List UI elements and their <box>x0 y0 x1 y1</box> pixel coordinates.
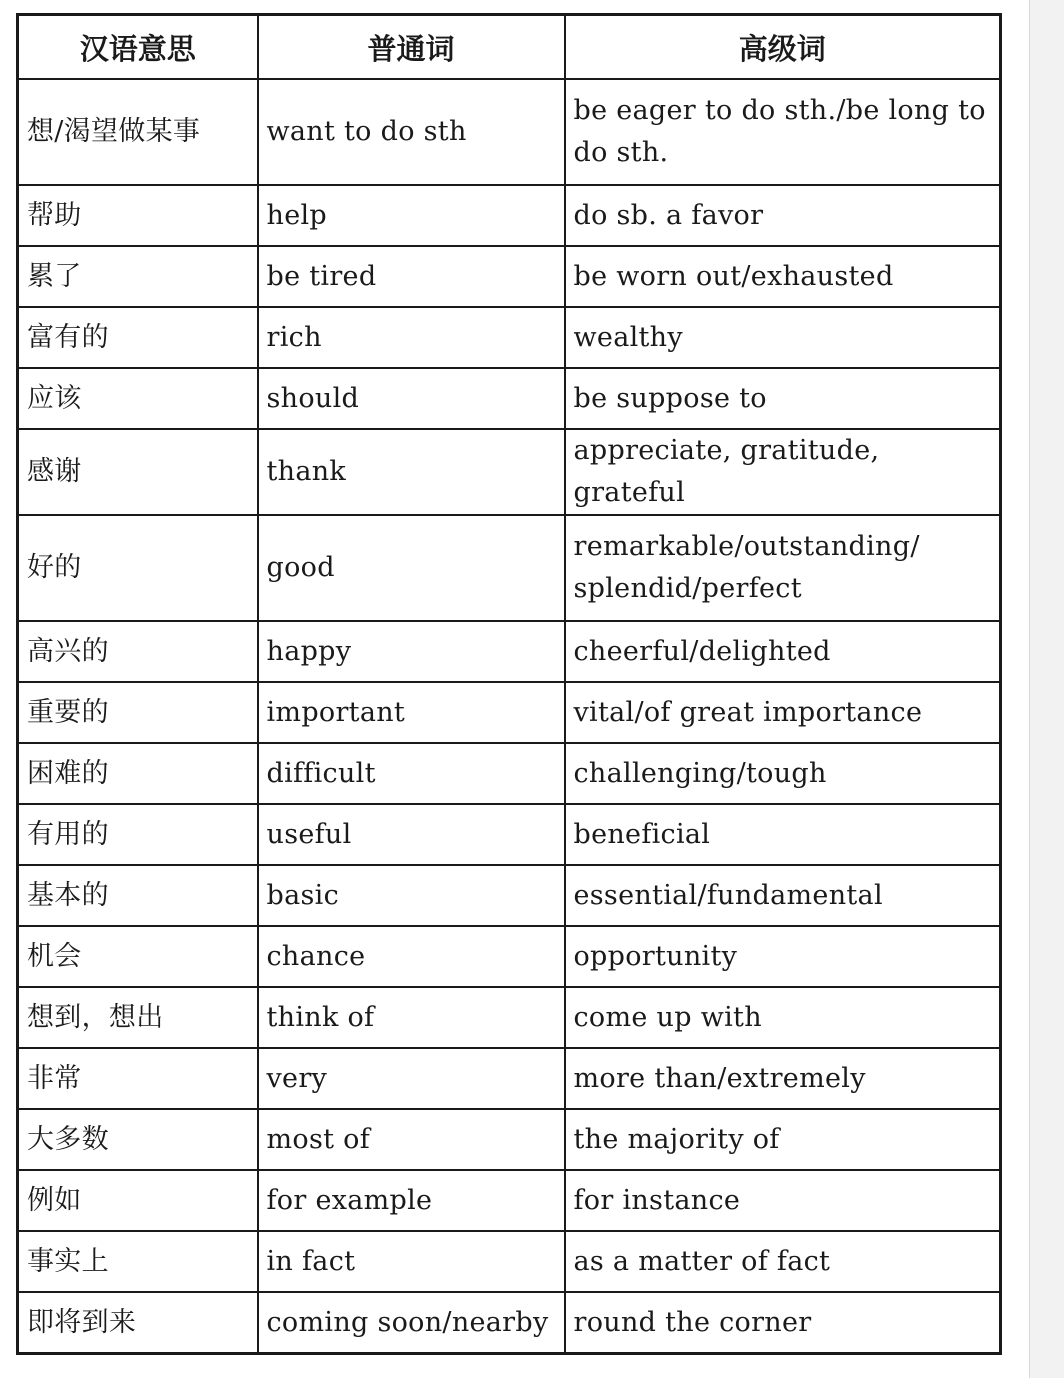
advanced-word-cell: remarkable/outstanding/ splendid/perfect <box>565 515 1001 621</box>
advanced-word-cell: as a matter of fact <box>565 1231 1001 1292</box>
table-row <box>18 865 1001 926</box>
page-edge <box>1029 0 1064 1378</box>
common-word-cell: rich <box>258 307 565 368</box>
table-row <box>18 1292 1001 1354</box>
header-common-word: 普通词 <box>258 15 565 80</box>
table-row <box>18 1109 1001 1170</box>
table-header <box>18 15 1001 80</box>
advanced-word-cell: more than/extremely <box>565 1048 1001 1109</box>
advanced-word-cell: round the corner <box>565 1292 1001 1354</box>
header-row <box>18 15 1001 80</box>
table-row <box>18 185 1001 246</box>
advanced-word-cell: opportunity <box>565 926 1001 987</box>
chinese-cell: 富有的 <box>18 307 258 368</box>
chinese-cell: 例如 <box>18 1170 258 1231</box>
advanced-word-cell: vital/of great importance <box>565 682 1001 743</box>
table-row <box>18 621 1001 682</box>
common-word-cell: basic <box>258 865 565 926</box>
chinese-cell: 感谢 <box>18 429 258 515</box>
advanced-word-cell: appreciate, gratitude, grateful <box>565 429 1001 515</box>
chinese-cell: 想/渴望做某事 <box>18 79 258 185</box>
advanced-word-cell: do sb. a favor <box>565 185 1001 246</box>
table-row <box>18 987 1001 1048</box>
common-word-cell: important <box>258 682 565 743</box>
common-word-cell: should <box>258 368 565 429</box>
chinese-cell: 好的 <box>18 515 258 621</box>
table-row <box>18 1170 1001 1231</box>
chinese-cell: 非常 <box>18 1048 258 1109</box>
advanced-word-cell: be worn out/exhausted <box>565 246 1001 307</box>
common-word-cell: be tired <box>258 246 565 307</box>
chinese-cell: 累了 <box>18 246 258 307</box>
common-word-cell: happy <box>258 621 565 682</box>
header-chinese-meaning: 汉语意思 <box>18 15 258 80</box>
table-row <box>18 1048 1001 1109</box>
header-advanced-word: 高级词 <box>565 15 1001 80</box>
table-row <box>18 804 1001 865</box>
common-word-cell: want to do sth <box>258 79 565 185</box>
advanced-word-cell: be eager to do sth./be long to do sth. <box>565 79 1001 185</box>
common-word-cell: difficult <box>258 743 565 804</box>
chinese-cell: 帮助 <box>18 185 258 246</box>
table-row <box>18 682 1001 743</box>
vocabulary-table <box>16 13 1002 1355</box>
table-row <box>18 307 1001 368</box>
chinese-cell: 机会 <box>18 926 258 987</box>
table-row <box>18 515 1001 621</box>
table-body <box>18 79 1001 1354</box>
common-word-cell: for example <box>258 1170 565 1231</box>
advanced-word-cell: essential/fundamental <box>565 865 1001 926</box>
common-word-cell: most of <box>258 1109 565 1170</box>
common-word-cell: think of <box>258 987 565 1048</box>
table-row <box>18 429 1001 515</box>
common-word-cell: chance <box>258 926 565 987</box>
advanced-word-cell: beneficial <box>565 804 1001 865</box>
table-row <box>18 743 1001 804</box>
chinese-cell: 大多数 <box>18 1109 258 1170</box>
common-word-cell: help <box>258 185 565 246</box>
common-word-cell: thank <box>258 429 565 515</box>
chinese-cell: 重要的 <box>18 682 258 743</box>
table-row <box>18 79 1001 185</box>
advanced-word-cell: the majority of <box>565 1109 1001 1170</box>
common-word-cell: good <box>258 515 565 621</box>
common-word-cell: very <box>258 1048 565 1109</box>
chinese-cell: 困难的 <box>18 743 258 804</box>
table-row <box>18 246 1001 307</box>
common-word-cell: coming soon/nearby <box>258 1292 565 1354</box>
advanced-word-cell: wealthy <box>565 307 1001 368</box>
chinese-cell: 基本的 <box>18 865 258 926</box>
advanced-word-cell: cheerful/delighted <box>565 621 1001 682</box>
chinese-cell: 有用的 <box>18 804 258 865</box>
chinese-cell: 应该 <box>18 368 258 429</box>
advanced-word-cell: come up with <box>565 987 1001 1048</box>
advanced-word-cell: challenging/tough <box>565 743 1001 804</box>
chinese-cell: 即将到来 <box>18 1292 258 1354</box>
chinese-cell: 事实上 <box>18 1231 258 1292</box>
chinese-cell: 高兴的 <box>18 621 258 682</box>
table-row <box>18 368 1001 429</box>
common-word-cell: in fact <box>258 1231 565 1292</box>
chinese-cell: 想到，想出 <box>18 987 258 1048</box>
common-word-cell: useful <box>258 804 565 865</box>
table-row <box>18 1231 1001 1292</box>
table-row <box>18 926 1001 987</box>
advanced-word-cell: for instance <box>565 1170 1001 1231</box>
advanced-word-cell: be suppose to <box>565 368 1001 429</box>
